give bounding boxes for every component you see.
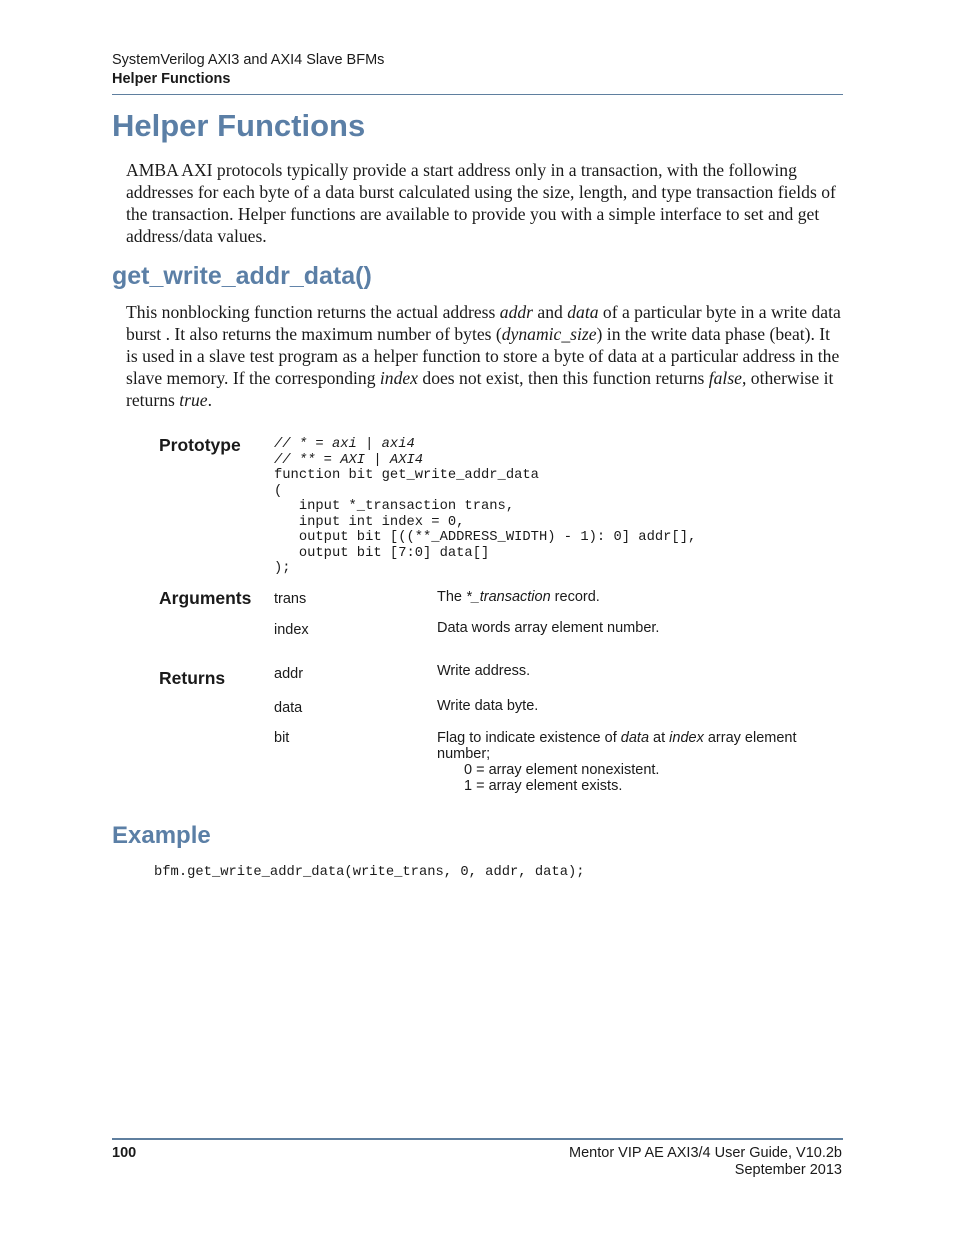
- section-intro: AMBA AXI protocols typically provide a start address only in a transaction, with the following addresses for each byte of a data burst calculated using the size, length, and type transaction fields of the transaction. Helper functions are available to provide you with a simple interface to set and get address/data values.: [126, 160, 836, 246]
- argument-description: The *_transaction record.: [437, 589, 600, 605]
- return-description: Write address.: [437, 663, 531, 679]
- footer-date: September 2013: [734, 1162, 842, 1178]
- argument-description: Data words array element number.: [437, 620, 660, 636]
- prototype-code: [274, 437, 696, 577]
- arguments-label: Arguments: [159, 588, 252, 608]
- function-title: get_write_addr_data(): [112, 262, 372, 290]
- prototype-line: output bit [7:0] data[]: [274, 545, 490, 561]
- prototype-label: Prototype: [159, 435, 241, 455]
- function-description: This nonblocking function returns the actual address addr and data of a particular byte in a write data burst . It also returns the maximum number of bytes (dynamic_size) in the write data phase (beat). It is used in a slave test program as a helper function to store a byte of data at a particular address in the slave memory. If the corresponding index does not exist, then this function returns false, otherwise it returns true.: [126, 302, 841, 410]
- return-name: data: [274, 700, 303, 716]
- prototype-line: input int index = 0,: [274, 514, 465, 530]
- return-name: bit: [274, 730, 290, 746]
- header-rule: [112, 94, 843, 95]
- returns-label: Returns: [159, 668, 226, 688]
- return-name: addr: [274, 666, 304, 682]
- return-description: Flag to indicate existence of data at index array element number; 0 = array element nonexistent. 1 = array element exists.: [437, 730, 797, 794]
- prototype-line: (: [274, 483, 283, 499]
- running-header-section: SystemVerilog AXI3 and AXI4 Slave BFMs: [112, 52, 385, 68]
- prototype-comment: // * = axi | axi4: [274, 437, 415, 452]
- running-header-chapter: Helper Functions: [112, 71, 231, 87]
- return-description: Write data byte.: [437, 698, 539, 714]
- footer-guide-title: Mentor VIP AE AXI3/4 User Guide, V10.2b: [569, 1145, 842, 1161]
- example-code: bfm.get_write_addr_data(write_trans, 0, addr, data);: [154, 865, 585, 880]
- prototype-line: function bit get_write_addr_data: [274, 468, 539, 483]
- prototype-comment: // ** = AXI | AXI4: [274, 452, 424, 468]
- footer-rule: [112, 1138, 843, 1140]
- prototype-line: input *_transaction trans,: [274, 499, 515, 514]
- footer-info: [569, 1145, 842, 1179]
- argument-name: index: [274, 622, 309, 638]
- prototype-line: output bit [((**_ADDRESS_WIDTH) - 1): 0] addr[],: [274, 530, 697, 545]
- section-title: Helper Functions: [112, 108, 366, 143]
- example-title: Example: [112, 822, 211, 849]
- prototype-line: );: [274, 561, 291, 576]
- page-number: 100: [112, 1145, 137, 1161]
- argument-name: trans: [274, 591, 307, 607]
